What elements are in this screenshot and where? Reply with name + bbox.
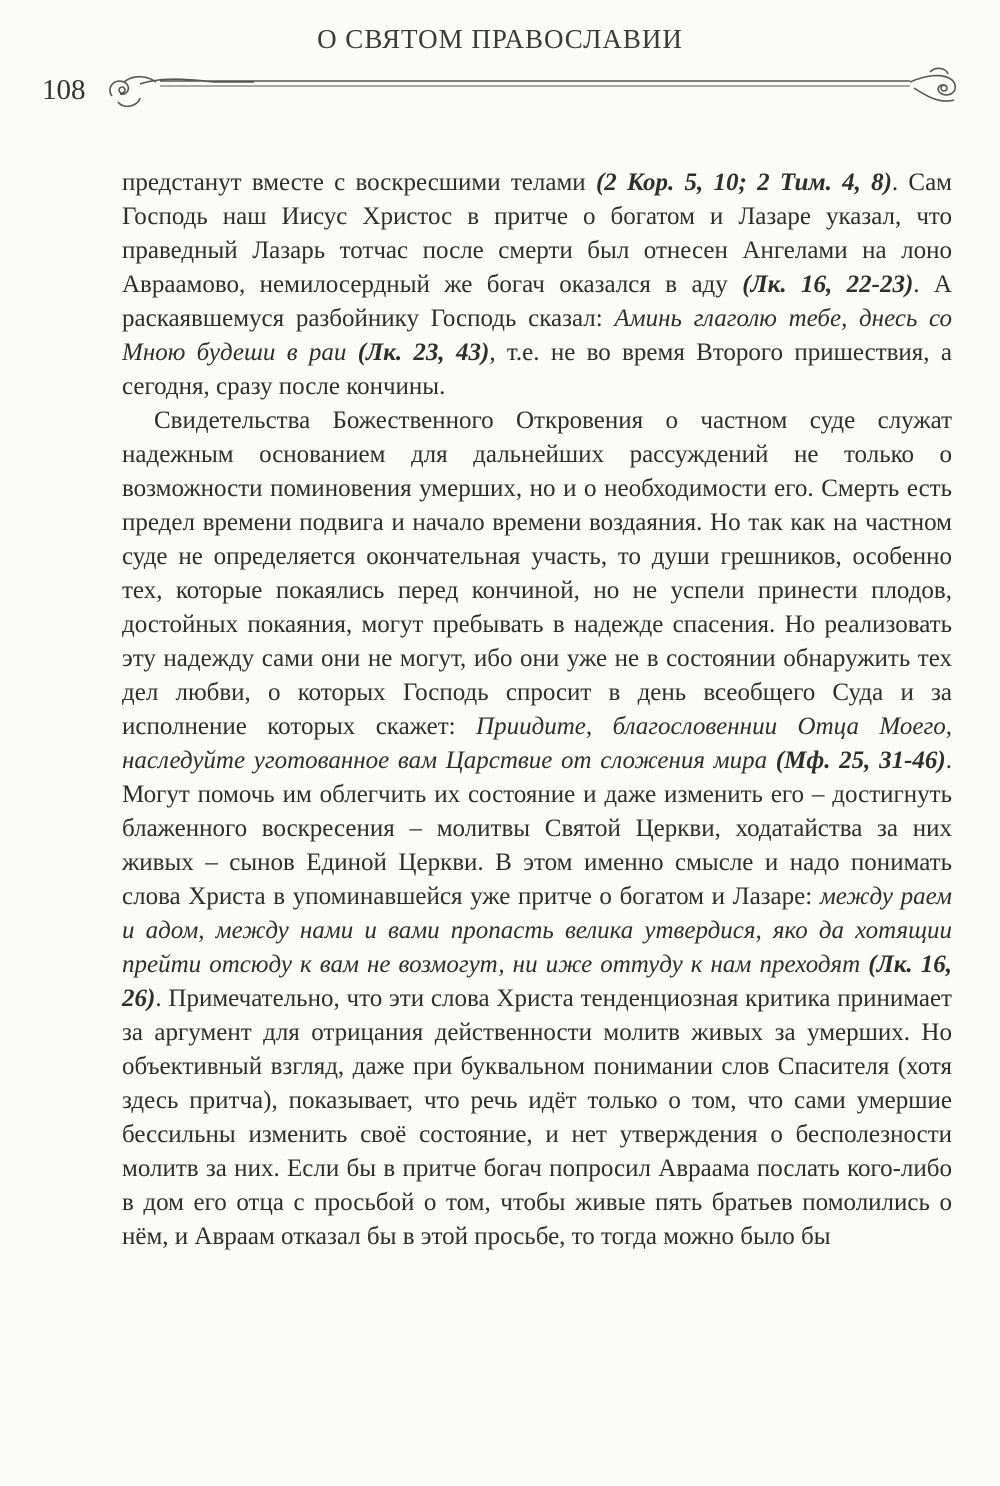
paragraph-1	[122, 166, 952, 404]
running-head-title: О СВЯТОМ ПРАВОСЛАВИИ	[317, 24, 683, 54]
scripture-quote: между раем и адом, между нами и вами пропасть велика утвердися, яко да хотящии прейти отсюду к вам не возмогут, ни иже оттуду к нам преходят	[122, 883, 952, 978]
paragraph-2	[122, 404, 952, 1254]
text-run: . Сам Господь наш Иисус Христос в притче о богатом и Лазаре указал, что праведный Лазарь тотчас после смерти был отнесен Ангелами на лоно Авраамово, немилосердный же богач оказался в аду	[122, 169, 953, 298]
text-run: предстанут вместе с воскресшими телами	[122, 169, 596, 196]
scroll-ornament-rule-icon	[104, 62, 966, 122]
text-run: . А раскаявшемуся разбойнику Господь сказал:	[122, 271, 952, 332]
scripture-reference: (Лк. 23, 43)	[357, 339, 490, 366]
scripture-quote: Аминь глаголю тебе, днесь со Мною будеши в раи	[122, 305, 952, 366]
page-number: 108	[42, 74, 86, 106]
scripture-reference: (Лк. 16, 26)	[122, 951, 952, 1012]
text-run: , т.е. не во время Второго пришествия, а сегодня, сразу после кончины.	[122, 339, 952, 400]
text-run: Свидетельства Божественного Откровения о частном суде служат надежным основанием для дальнейших рассуждений не только о возможности поминовения умерших, но и о необходимости его. Смерть есть предел времени подвига и начало времени воздаяния. Но так как на частном суде не определяется окончательная участь, то души грешников, особенно тех, которые покаялись перед кончиной, но не успели принести плодов, достойных покаяния, могут пребывать в надежде спасения. Но реализовать эту надежду сами они не могут, ибо они уже не в состоянии обнаружить тех дел любви, о которых Господь спросит в день всеобщего Суда и за исполнение которых скажет:	[122, 407, 952, 740]
scripture-reference: (Лк. 16, 22-23)	[742, 271, 914, 298]
scripture-reference: (2 Кор. 5, 10; 2 Тим. 4, 8)	[595, 169, 892, 196]
scripture-reference: (Мф. 25, 31-46)	[775, 747, 946, 774]
text-run: . Могут помочь им облегчить их состояние и даже изменить его – достигнуть блаженного воскресения – молитвы Святой Церкви, ходатайства за них живых – сынов Единой Церкви. В этом именно смысле и надо понимать слова Христа в упоминавшейся уже притче о богатом и Лазаре:	[122, 747, 952, 910]
body-text	[122, 166, 952, 1254]
text-run: . Примечательно, что эти слова Христа тенденциозная критика принимает за аргумент для отрицания действенности молитв живых за умерших. Но объективный взгляд, даже при буквальном понимании слов Спасителя (хотя здесь притча), показывает, что речь идёт только о том, что сами умершие бессильны изменить своё состояние, и нет утверждения о бесполезности молитв за них. Если бы в притче богач попросил Авраама послать кого-либо в дом его отца с просьбой о том, чтобы живые пять братьев помолились о нём, и Авраам отказал бы в этой просьбе, то тогда можно было бы	[122, 985, 952, 1250]
scripture-quote: Приидите, благословеннии Отца Моего, наследуйте уготованное вам Царствие от сложения мира	[122, 713, 952, 774]
